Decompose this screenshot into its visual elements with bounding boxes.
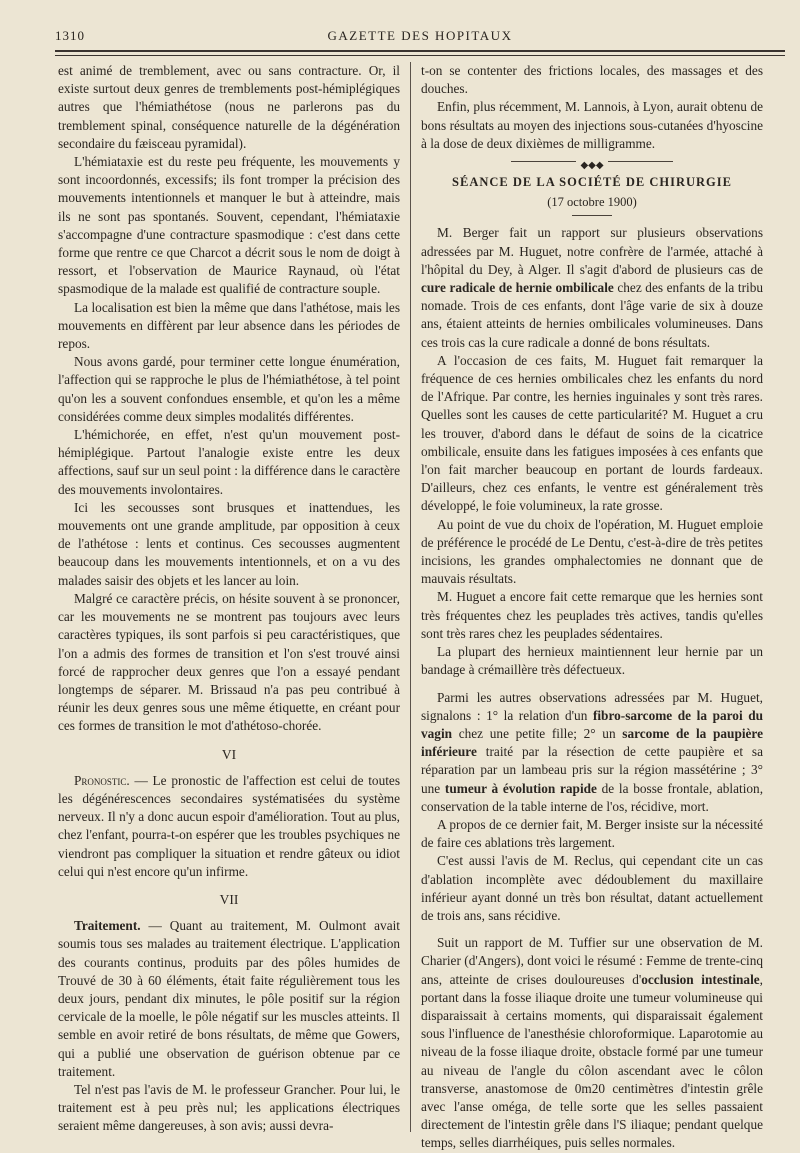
paragraph: M. Huguet a encore fait cette remarque que les hernies sont très fréquentes chez les peuplades très actives, tandis qu'elles sont très rares chez les peuplades sédentaires. [421, 589, 763, 641]
paragraph: A propos de ce dernier fait, M. Berger insiste sur la nécessité de faire ces ablations très largement. [421, 816, 763, 851]
section-heading-vii: VII [219, 891, 239, 907]
paragraph-text: chez une petite fille; 2° un [452, 725, 623, 741]
left-column [58, 62, 400, 1136]
paragraph: t-on se contenter des frictions locales, des massages et des douches. [421, 63, 763, 97]
paragraph-text: Suit un rapport de M. Tuffier sur une observation de M. Charier (d'Angers), dont voici le résumé : Femme de trente-cinq ans, atteinte de crises douloureuses d' [421, 935, 763, 987]
short-rule [572, 215, 612, 216]
bold-term: fibro-sarcome de la paroi du vagin [421, 707, 764, 741]
paragraph-text: de la bosse frontale, ablation, conservation de la table interne de l'os, récidive, mort. [421, 780, 764, 814]
paragraph [421, 224, 763, 351]
paragraph-text: — Quant au traitement, M. Oulmont avait soumis tous ses malades au traitement électrique. L'application des courants continus, produits par des pôles humides de Trouvé de 30 à 60 éléments, était faite régulièrement tous les deux jours, pendant dix minutes, le pôle positif sur la région cervicale de la moelle, le pôle négatif sur les muscles atteints. Il semble en avoir retiré de bons résultats, de même que Gowers, qui a publié une observation de guérison obtenue par ce traitement. [58, 918, 400, 1079]
paragraph: L'hémiataxie est du reste peu fréquente, les mouvements y sont incoordonnés, excessifs; ils font tromper la précision des mouvements intentionnels et manquer le but à atteindre, mais ils ne sont pas spontanés. Souvent, cependant, l'hémiataxie s'accompagne d'une contracture spasmodique : c'est dans cette forme que rentre ce que Charcot a décrit sous le nom de doigt à ressort, et l'observation de Maurice Raynaud, où l'état spasmodique de la malade est qualifié de contracture souple. [58, 154, 400, 297]
paragraph: Ici les secousses sont brusques et inattendues, les mouvements ont une grande amplitude, par opposition à ceux de l'athétose : lents et continus. Ces secousses augmentent beaucoup dans les mouvements intentionnels, et on a vu des malades saisir des objets et les lancer au loin. [58, 499, 400, 588]
paragraph: Nous avons gardé, pour terminer cette longue énumération, l'affection qui se rapproche le plus de l'hémiathétose, à tel point qu'on les a souvent confondues ensemble, et qu'on les a même considérées comme deux simples modalités différentes. [58, 354, 400, 424]
paragraph: Enfin, plus récemment, M. Lannois, à Lyon, aurait obtenu de bons résultats au moyen des injections sous-cutanées d'hyoscine à la dose de deux dixièmes de milligramme. [421, 99, 763, 151]
header-rule-thick [55, 50, 785, 52]
bold-term: occlusion intestinale [641, 971, 760, 987]
paragraph-text: — Le pronostic de l'affection est celui de toutes les dégénérescences secondaires systématisées du système nerveux. Il n'y a donc aucun espoir d'amélioration. Tout au plus, chez l'enfant, pourra-t-on espérer que les troubles psychiques ne viendront pas compliquer la situation et rendre gâteux ou idiot celui qui n'est encore qu'un infirme. [58, 772, 400, 879]
paragraph: est animé de tremblement, avec ou sans contracture. Or, il existe surtout deux genres de tremblements post-hémiplégiques autres que l'hémiathétose (nous ne parlerons pas du tremblement spinal, conséquence naturelle de la dégénération secondaire du fæisceau pyramidal). [58, 63, 400, 151]
page-number: 1310 [55, 28, 85, 43]
paragraph: Malgré ce caractère précis, on hésite souvent à se prononcer, car les mouvements ne se montrent pas toujours avec leurs caractères typiques, ils sont parfois si peu caractéristiques, que l'on a admis des formes de transition et l'on s'est trouvé ainsi forcé de rapprocher deux genres que l'on a essayé pendant longtemps de séparer. M. Brissaud n'a pas peu contribué à réunir les deux genres sous une même étiquette, en créant pour ces formes de transition le mot d'athétoso-chorée. [58, 590, 400, 734]
right-column [421, 62, 763, 1153]
session-date: (17 octobre 1900) [547, 195, 637, 210]
journal-title: GAZETTE DES HOPITAUX [327, 28, 513, 43]
paragraph-text: , portant dans la fosse iliaque droite une tumeur volumineuse qui disparaissait à certains moments, qui disparaissait également sous l'influence de l'anesthésie chloroformique. Laparotomie au niveau de la fosse iliaque droite, obstacle formé par une tumeur au niveau de l'angle du côlon ascendant avec le côlon transverse, anastomose de 0m20 centimètres d'intestin grêle avec l'anse oméga, de telle sorte que les selles passaient directement de l'intestin grêle dans l'S iliaque; pendant quelque temps, selles diarrhéiques, puis selles normales. [421, 971, 763, 1151]
section-ornament [421, 155, 763, 172]
paragraph-text: Parmi les autres observations adressées par M. Huguet, signalons : 1° la relation d'un [421, 689, 763, 723]
paragraph: Tel n'est pas l'avis de M. le professeur Grancher. Pour lui, le traitement est à peu près nul; les applications électriques seraient même dangereuses, à son avis; aussi devra- [58, 1081, 400, 1134]
paragraph: C'est aussi l'avis de M. Reclus, qui cependant cite un cas d'ablation incomplète avec dédoublement du maxillaire inférieur ayant donné un très bon résultat, datant actuellement de trois ans, sans récidive. [421, 853, 763, 923]
prognostic-label: Pronostic. [74, 772, 130, 788]
paragraph: La localisation est bien la même que dans l'athétose, mais les mouvements en diffèrent par leur absence dans les périodes de repos. [58, 299, 400, 352]
paragraph [421, 689, 763, 816]
header-rule-thin [55, 55, 785, 56]
column-divider [410, 62, 411, 1132]
paragraph [421, 934, 763, 1152]
bold-term: cure radicale de hernie ombilicale [421, 280, 614, 296]
treatment-label: Traitement. [74, 918, 141, 934]
paragraph: Au point de vue du choix de l'opération, M. Huguet emploie de préférence le procédé de Le Dentu, c'est-à-dire de très petites incisions, les grandes omphalectomies ne donnant que de mauvais résultats. [421, 516, 763, 587]
paragraph [58, 772, 400, 881]
paragraph-text: traité par la résection de cette paupière et sa réparation par un lambeau pris sur la région massétérine ; 3° une [421, 744, 763, 796]
bold-term: sarcome de la paupière inférieure [421, 725, 763, 760]
paragraph: La plupart des hernieux maintiennent leur hernie par un bandage à crémaillère très défectueux. [421, 644, 763, 678]
diamond-ornament-icon: ◆◆◆ [576, 160, 607, 172]
paragraph: A l'occasion de ces faits, M. Huguet fait remarquer la fréquence de ces hernies ombilicales chez les enfants du nord de l'Afrique. Par contre, les hernies inguinales y sont très rares. Quelles sont les causes de cette particularité? M. Huguet a cru les trouver, d'abord dans le défaut de soins de la cicatrice ombilicale, ensuite dans les fatigues imposées à ces enfants que l'on fait marcher beaucoup en portant de lourds fardeaux. D'ailleurs, chez ces enfants, le ventre est généralement très développé, le foie volumineux, la rate grosse. [421, 352, 763, 514]
paragraph: L'hémichorée, en effet, n'est qu'un mouvement post-hémiplégique. Partout l'analogie existe entre les deux affections, sauf sur un seul point : la différence dans le caractère des mouvements involontaires. [58, 427, 400, 497]
paragraph-text: chez des enfants de la tribu nomade. Trois de ces enfants, dont l'âge varie de six à douze ans, étaient atteints de hernies ombilicales volumineuses. Dans ces trois cas la cure radicale a donné de bons résultats. [421, 280, 763, 350]
page-header [55, 26, 785, 48]
paragraph [58, 917, 400, 1081]
paragraph-text: M. Berger fait un rapport sur plusieurs observations adressées par M. Huguet, notre confrère de l'armée, attaché à l'hôpital du Dey, à Alger. Il s'agit d'abord de plusieurs cas de [421, 225, 763, 277]
society-session-title: SÉANCE DE LA SOCIÉTÉ DE CHIRURGIE [452, 175, 732, 190]
bold-term: tumeur à évolution rapide [444, 780, 597, 796]
section-heading-vi: VI [221, 746, 237, 762]
